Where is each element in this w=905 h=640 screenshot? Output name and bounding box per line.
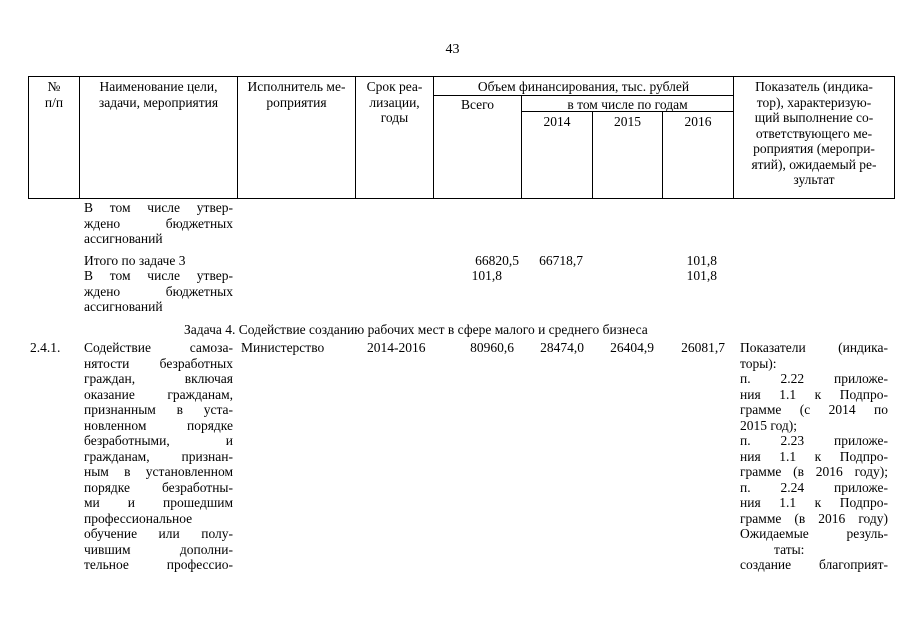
header-col-number: № п/п (44, 79, 64, 110)
task4-heading: Задача 4. Содействие созданию рабочих мест в сфере малого и среднего бизнеса (184, 322, 648, 337)
item-indicator: Показатели (индика- торы): п. 2.22 приложе- ния 1.1 к Подпро- грамме (с 2014 по 2015 год); п. 2.23 приложе- ния 1.1 к Подпро- грамме (в 2016 году); п. 2.24 приложе- ния 1.1 к Подпро- грамме (в 2016 году) Ожидаемые резуль- таты: создание благоприят- (740, 340, 888, 572)
header-total: Всего (460, 97, 495, 112)
header-by-years: в том числе по годам (567, 97, 688, 112)
item-2015: 26404,9 (610, 340, 654, 355)
item-2014: 28474,0 (540, 340, 584, 355)
item-2016: 26081,7 (681, 340, 725, 355)
header-col-name: Наименование цели, задачи, мероприятия (98, 79, 219, 110)
total-task3-label: Итого по задаче 3 (84, 253, 186, 268)
approved-allocations-2: В том числе утвер- ждено бюджетных ассигнований (84, 268, 233, 314)
header-col-term: Срок реа- лизации, годы (366, 79, 423, 125)
item-name: Содействие самоза- нятости безработных граждан, включая оказание гражданам, признанным в уста- новленном порядке безработными, и гражданам, признан- ным в установленном порядке безработны- ми и прошедшим профессиональное обучение или полу- чившим дополни- тельное профессио- (84, 340, 233, 572)
total-task3-2014: 66718,7 (539, 253, 583, 268)
total-task3-2016: 101,8 (686, 253, 717, 268)
header-funding-title: Объем финансирования, тыс. рублей (477, 79, 690, 94)
item-executor: Министерство (241, 340, 325, 355)
approved2-sum: 101,8 (471, 268, 502, 283)
header-year-2015: 2015 (614, 114, 641, 129)
item-term: 2014-2016 (367, 340, 426, 355)
approved-allocations-1: В том числе утвер- ждено бюджетных ассигнований (84, 200, 233, 246)
item-number: 2.4.1. (30, 340, 61, 355)
total-task3-sum: 66820,5 (475, 253, 519, 268)
header-col-executor: Исполнитель ме- роприятия (247, 79, 346, 110)
header-year-2016: 2016 (684, 114, 712, 129)
header-col-indicator: Показатель (индика- тор), характеризую- щий выполнение со- ответствующего ме- роприятия (меропри- ятий), ожидаемый ре- зультат (751, 79, 877, 187)
approved2-2016: 101,8 (686, 268, 717, 283)
item-total: 80960,6 (470, 340, 514, 355)
page-number: 43 (445, 42, 460, 57)
header-year-2014: 2014 (543, 114, 571, 129)
